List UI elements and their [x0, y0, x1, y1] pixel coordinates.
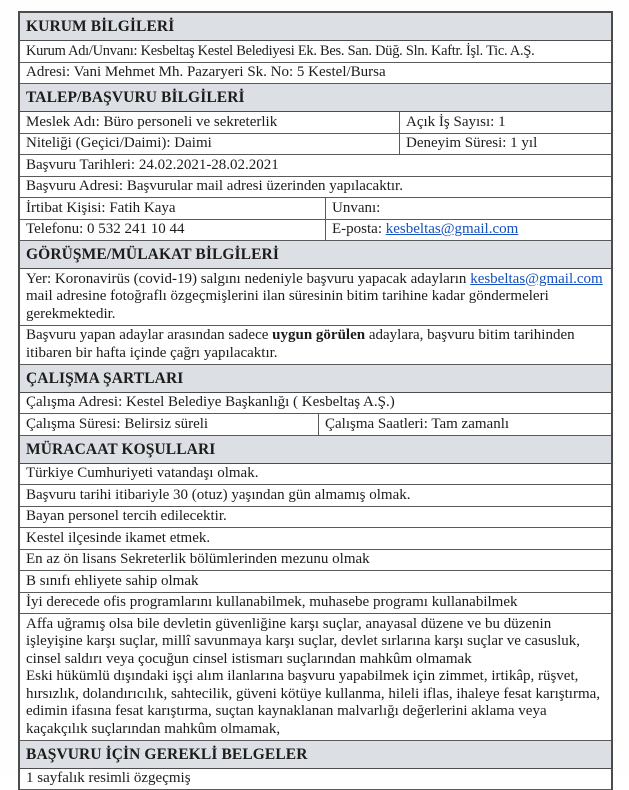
field-kurum-adresi: Adresi: Vani Mehmet Mh. Pazaryeri Sk. No: 5 Kestel/Bursa — [20, 63, 611, 85]
kosul-egitim: En az ön lisans Sekreterlik bölümlerinden mezunu olmak — [20, 550, 611, 572]
kosul-yas: Başvuru tarihi itibariyle 30 (otuz) yaşından gün almamış olmak. — [20, 485, 611, 507]
field-cagri-bilgisi — [20, 326, 611, 365]
section-header-calisma-sartlari: ÇALIŞMA ŞARTLARI — [20, 365, 611, 393]
yer-text-prefix: Yer: Koronavirüs (covid-19) salgını nedeniyle başvuru yapacak adayların — [26, 271, 470, 287]
job-posting-table — [18, 11, 613, 790]
field-basvuru-tarihleri: Başvuru Tarihleri: 24.02.2021-28.02.2021 — [20, 155, 611, 177]
section-header-kurum-bilgileri: KURUM BİLGİLERİ — [20, 13, 611, 41]
kosul-ofis-programlari: İyi derecede ofis programlarını kullanabilmek, muhasebe programı kullanabilmek — [20, 593, 611, 615]
cagri-text-suffix: adaylara, başvuru bitim tarihinden itibaren bir hafta içinde çağrı yapılacaktır. — [26, 327, 575, 361]
section-header-gorusme-mulakat: GÖRÜŞME/MÜLAKAT BİLGİLERİ — [20, 241, 611, 269]
field-basvuru-adresi: Başvuru Adresi: Başvurular mail adresi üzerinden yapılacaktır. — [20, 177, 611, 199]
field-calisma-saatleri: Çalışma Saatleri: Tam zamanlı — [318, 414, 611, 435]
field-deneyim-suresi: Deneyim Süresi: 1 yıl — [399, 134, 611, 155]
kosul-sabika-paragraf-1: Affa uğramış olsa bile devletin güvenliğine karşı suçlar, anayasal düzene ve bu düzenin işleyişine karşı suçlar, millî savunmaya karşı suçlar, devlet sırlarına karşı suçlar ve casusluk, cinsel saldırı veya çocuğun cinsel istismarı suçlarından mahkûm olmamak — [26, 616, 605, 669]
field-meslek-adi: Meslek Adı: Büro personeli ve sekreterlik — [20, 112, 399, 133]
kosul-vatandaslik: Türkiye Cumhuriyeti vatandaşı olmak. — [20, 464, 611, 486]
cagri-text-prefix: Başvuru yapan adaylar arasından sadece — [26, 327, 272, 343]
field-mulakat-yer — [20, 269, 611, 326]
field-calisma-suresi: Çalışma Süresi: Belirsiz süreli — [20, 414, 318, 435]
cagri-text-bold: uygun görülen — [272, 327, 365, 343]
yer-text-suffix: mail adresine fotoğraflı özgeçmişlerini ilan süresinin bitim tarihine kadar göndermeleri gerekmektedir. — [26, 288, 549, 322]
field-acik-is-sayisi: Açık İş Sayısı: 1 — [399, 112, 611, 133]
row-irtibat-unvani — [20, 198, 611, 220]
field-unvani: Unvanı: — [325, 198, 611, 219]
row-telefon-eposta — [20, 220, 611, 242]
row-meslek-acik-is — [20, 112, 611, 134]
field-kurum-adi-unvani: Kurum Adı/Unvanı: Kesbeltaş Kestel Belediyesi Ek. Bes. San. Düğ. Sln. Kaftr. İşl. Tic. A.Ş. — [20, 41, 611, 63]
field-eposta — [325, 220, 611, 241]
field-telefonu: Telefonu: 0 532 241 10 44 — [20, 220, 325, 241]
belge-ozgecmis: 1 sayfalık resimli özgeçmiş — [20, 769, 611, 790]
section-header-gerekli-belgeler: BAŞVURU İÇİN GEREKLİ BELGELER — [20, 741, 611, 769]
field-irtibat-kisisi: İrtibat Kişisi: Fatih Kaya — [20, 198, 325, 219]
row-niteligi-deneyim — [20, 134, 611, 156]
section-header-talep-basvuru: TALEP/BAŞVURU BİLGİLERİ — [20, 84, 611, 112]
kosul-bayan-personel: Bayan personel tercih edilecektir. — [20, 507, 611, 529]
eposta-label: E-posta: — [332, 221, 386, 237]
kosul-sabika-paragraf-2: Eski hükümlü dışındaki işçi alım ilanlarına başvuru yapabilmek için zimmet, irtikâp, rüşvet, hırsızlık, dolandırıcılık, sahtecilik, güveni kötüye kullanma, hileli iflas, ihaleye fesat karıştırma, edimin ifasına fesat karıştırma, suçtan kaynaklanan malvarlığı değerlerini aklama veya kaçakçılık suçlarından mahkûm olmamak, — [26, 668, 605, 738]
row-sure-saat — [20, 414, 611, 436]
yer-email-link[interactable]: kesbeltas@gmail.com — [470, 271, 603, 287]
kosul-sabika — [20, 614, 611, 741]
section-header-muracaat-kosullari: MÜRACAAT KOŞULLARI — [20, 436, 611, 464]
kosul-ikamet: Kestel ilçesinde ikamet etmek. — [20, 528, 611, 550]
kosul-ehliyet: B sınıfı ehliyete sahip olmak — [20, 571, 611, 593]
field-niteligi: Niteliği (Geçici/Daimi): Daimi — [20, 134, 399, 155]
field-calisma-adresi: Çalışma Adresi: Kestel Belediye Başkanlığı ( Kesbeltaş A.Ş.) — [20, 393, 611, 415]
eposta-link[interactable]: kesbeltas@gmail.com — [386, 221, 519, 237]
